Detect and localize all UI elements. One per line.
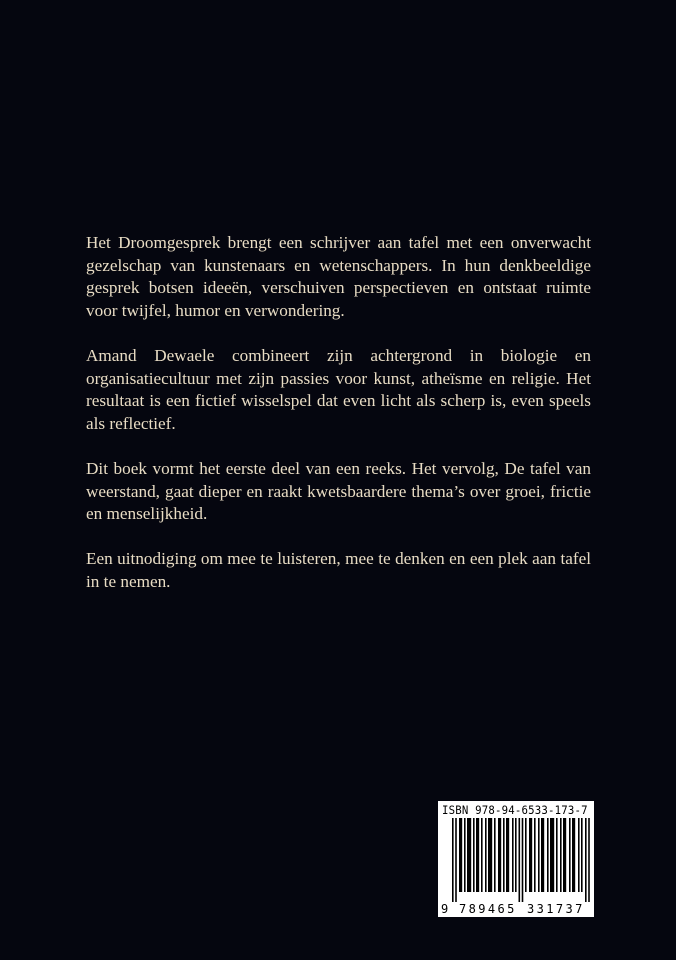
blurb-paragraph-2: Amand Dewaele combineert zijn achtergrond in biologie en organisatiecultuur met zijn passies voor kunst, atheïsme en religie. Het resultaat is een fictief wisselspel dat even licht als scherp is, even speels als reflectief. [86,345,591,433]
ean-first-digit: 9 [441,902,449,916]
isbn-barcode [438,801,594,917]
blurb-paragraph-3: Dit boek vormt het eerste deel van een reeks. Het vervolg, De tafel van weerstand, gaat dieper en raakt kwetsbaardere thema’s over groei, frictie en menselijkheid. [86,458,591,524]
blurb-paragraph-4: Een uitnodiging om mee te luisteren, mee te denken en een plek aan tafel in te nemen. [86,549,591,591]
ean-left-group: 789465 [459,902,517,916]
barcode-bars-icon [452,818,590,902]
back-cover-blurb [86,232,591,616]
ean-right-group: 331737 [527,902,585,916]
blurb-paragraph-1: Het Droomgesprek brengt een schrijver aan tafel met een onverwacht gezelschap van kunstenaars en wetenschappers. In hun denkbeeldige gesprek botsen ideeën, verschuiven perspectieven en ontstaat ruimte voor twijfel, humor en verwondering. [86,233,591,320]
isbn-label: ISBN 978-94-6533-173-7 [442,803,588,817]
